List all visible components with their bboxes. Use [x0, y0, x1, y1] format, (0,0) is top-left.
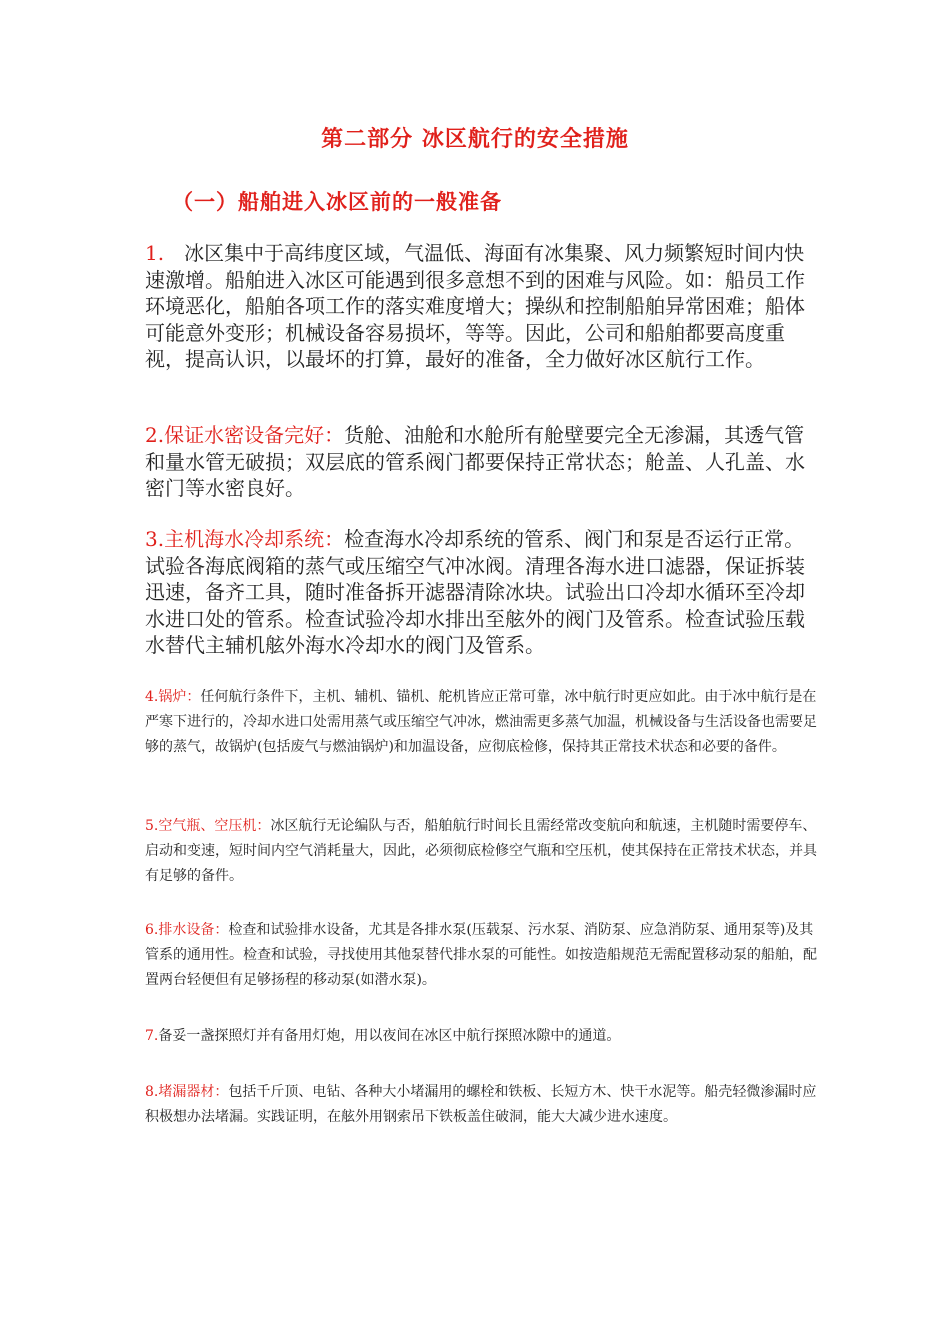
paragraph-number: 3.	[145, 527, 165, 551]
section-subtitle: （一）船舶进入冰区前的一般准备	[172, 189, 502, 214]
paragraph-number: 8.	[145, 1084, 159, 1100]
paragraph-8	[145, 1080, 821, 1130]
paragraph-heading: 空气瓶、空压机：	[158, 818, 271, 834]
paragraph-number: 5.	[145, 818, 159, 834]
paragraph-6	[145, 918, 821, 993]
paragraph-text: 包括千斤顶、电钻、各种大小堵漏用的螺栓和铁板、长短方木、快干水泥等。船壳轻微渗漏时应积极想办法堵漏。实践证明，在舷外用钢索吊下铁板盖住破洞，能大大减少进水速度。	[145, 1084, 817, 1125]
paragraph-text: 备妥一盏探照灯并有备用灯炮，用以夜间在冰区中航行探照冰隙中的通道。	[158, 1028, 621, 1044]
paragraph-heading: 排水设备：	[158, 922, 229, 938]
paragraph-text: 冰区集中于高纬度区域，气温低、海面有冰集聚、风力频繁短时间内快速激增。船舶进入冰区可能遇到很多意想不到的困难与风险。如：船员工作环境恶化，船舶各项工作的落实难度增大；操纵和控制船舶异常困难；船体可能意外变形；机械设备容易损坏，等等。因此，公司和船舶都要高度重视，提高认识，以最坏的打算，最好的准备，全力做好冰区航行工作。	[145, 241, 805, 371]
paragraph-text: 检查海水冷却系统的管系、阀门和泵是否运行正常。试验各海底阀箱的蒸气或压缩空气冲冰阀。清理各海水进口滤器，保证拆装迅速，备齐工具，随时准备拆开滤器清除冰块。试验出口冷却水循环至冷却水进口处的管系。检查试验冷却水排出至舷外的阀门及管系。检查试验压载水替代主辅机舷外海水冷却水的阀门及管系。	[145, 527, 805, 657]
paragraph-4	[145, 685, 821, 760]
paragraph-5	[145, 814, 821, 889]
paragraph-3	[145, 526, 821, 659]
paragraph-number: 6.	[145, 922, 159, 938]
paragraph-text: 检查和试验排水设备，尤其是各排水泵(压载泵、污水泵、消防泵、应急消防泵、通用泵等)及其管系的通用性。检查和试验，寻找使用其他泵替代排水泵的可能性。如按造船规范无需配置移动泵的船舶，配置两台轻便但有足够扬程的移动泵(如潜水泵)。	[145, 922, 817, 988]
paragraph-heading: 堵漏器材：	[158, 1084, 229, 1100]
paragraph-text: 货舱、油舱和水舱所有舱壁要完全无渗漏，其透气管和量水管无破损；双层底的管系阀门都要保持正常状态；舱盖、人孔盖、水密门等水密良好。	[145, 423, 805, 500]
paragraph-text: 冰区航行无论编队与否，船舶航行时间长且需经常改变航向和航速，主机随时需要停车、启动和变速，短时间内空气消耗量大，因此，必须彻底检修空气瓶和空压机，使其保持在正常技术状态，并具有足够的备件。	[145, 818, 817, 884]
paragraph-7	[145, 1024, 821, 1049]
paragraph-2	[145, 422, 821, 502]
paragraph-heading: 主机海水冷却系统：	[164, 527, 345, 551]
paragraph-heading: 保证水密设备完好：	[164, 423, 345, 447]
paragraph-number: 1.	[145, 241, 165, 265]
paragraph-number: 4.	[145, 689, 159, 705]
page-title: 第二部分 冰区航行的安全措施	[321, 126, 629, 152]
paragraph-text: 任何航行条件下，主机、辅机、锚机、舵机皆应正常可靠，冰中航行时更应如此。由于冰中航行是在严寒下进行的，冷却水进口处需用蒸气或压缩空气冲冰，燃油需更多蒸气加温，机械设备与生活设备也需要足够的蒸气，故锅炉(包括废气与燃油锅炉)和加温设备，应彻底检修，保持其正常技术状态和必要的备件。	[145, 689, 817, 755]
paragraph-1	[145, 240, 821, 373]
paragraph-heading: 锅炉：	[158, 689, 201, 705]
paragraph-number: 7.	[145, 1028, 159, 1044]
paragraph-number: 2.	[145, 423, 165, 447]
